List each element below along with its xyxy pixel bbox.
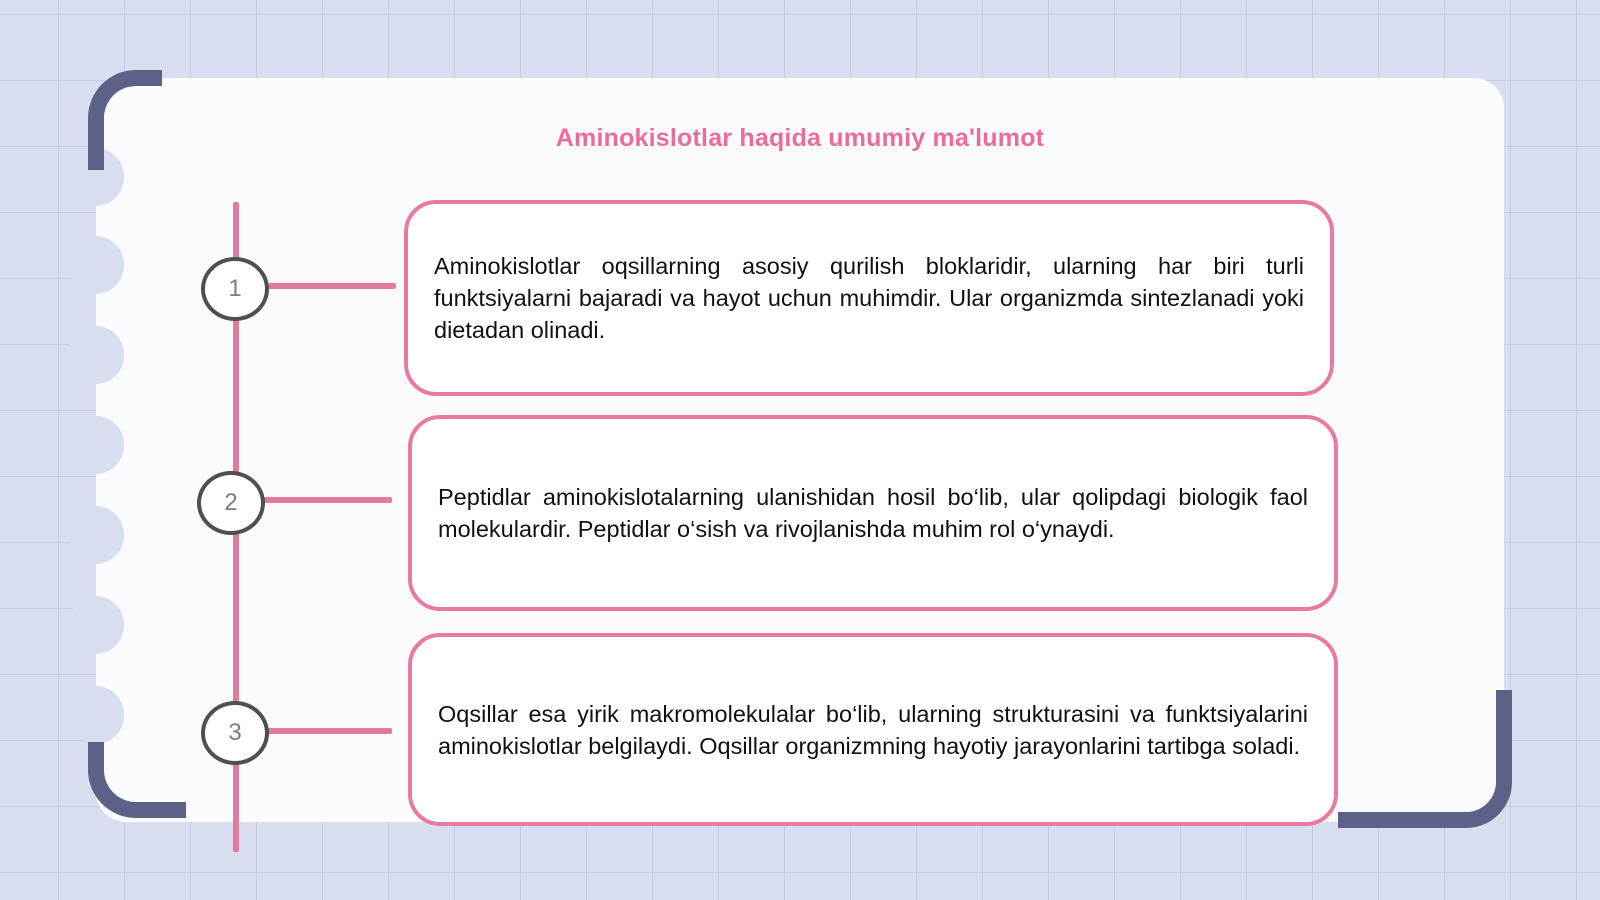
timeline-connector-1 (268, 283, 396, 289)
frame-corner-bottom-right (1338, 690, 1512, 828)
timeline-connector-2 (264, 497, 392, 503)
step-card-3 (408, 633, 1338, 826)
step-text-3: Oqsillar esa yirik makromolekulalar bo‘lib, ularning strukturasini va funktsiyalarini aminokislotlar belgilaydi. Oqsillar organizmning hayotiy jarayonlarini tartibga soladi. (438, 700, 1308, 759)
step-card-1 (404, 200, 1334, 396)
paper-edge-scallop (68, 416, 124, 474)
timeline-node-1: 1 (201, 257, 269, 321)
paper-edge-scallop (68, 596, 124, 654)
timeline-node-2: 2 (197, 471, 265, 535)
step-card-2 (408, 415, 1338, 611)
step-text-2: Peptidlar aminokislotalarning ulanishidan hosil bo‘lib, ular qolipdagi biologik faol molekulardir. Peptidlar o‘sish va rivojlanishda muhim rol o‘ynaydi. (438, 484, 1308, 542)
step-text-1: Aminokislotlar oqsillarning asosiy qurilish bloklaridir, ularning har biri turli funktsiyalarni bajaradi va hayot uchun muhimdir. Ular organizmda sintezlanadi yoki dietadan olinadi. (434, 253, 1304, 343)
timeline-connector-3 (266, 728, 392, 734)
paper-edge-scallop (68, 326, 124, 384)
slide-title: Aminokislotlar haqida umumiy ma'lumot (555, 124, 1045, 152)
paper-edge-scallop (68, 236, 124, 294)
paper-edge-scallop (68, 686, 124, 744)
timeline-node-3: 3 (201, 701, 269, 765)
paper-edge-scallop (68, 506, 124, 564)
frame-corner-top-left (88, 70, 162, 170)
